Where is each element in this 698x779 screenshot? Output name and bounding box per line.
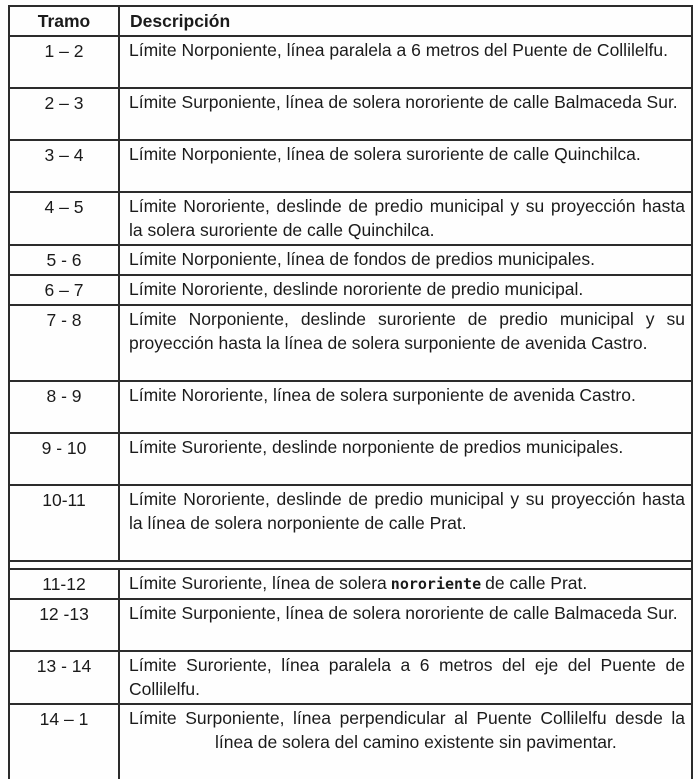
description-cell: Límite Norponiente, línea paralela a 6 metros del Puente de Collilelfu. bbox=[119, 36, 692, 88]
description-text: Límite Suroriente, línea de solera bbox=[129, 573, 387, 593]
tramo-cell: 14 – 1 bbox=[9, 704, 119, 779]
descripcion-column-header: Descripción bbox=[119, 6, 692, 36]
description-cell: Límite Suroriente, línea paralela a 6 metros del eje del Puente de Collilelfu. bbox=[119, 651, 692, 704]
table-row bbox=[9, 245, 692, 275]
description-cell: Límite Norponiente, deslinde suroriente de predio municipal y su proyección hasta la línea de solera surponiente de avenida Castro. bbox=[119, 305, 692, 381]
tramo-cell: 7 - 8 bbox=[9, 305, 119, 381]
table-row bbox=[9, 433, 692, 485]
section-separator-band bbox=[9, 561, 692, 569]
tramo-cell: 9 - 10 bbox=[9, 433, 119, 485]
description-cell: Límite Nororiente, deslinde de predio municipal y su proyección hasta la solera suroriente de calle Quinchilca. bbox=[119, 192, 692, 245]
table-row bbox=[9, 275, 692, 305]
table-row bbox=[9, 305, 692, 381]
tramo-cell: 2 – 3 bbox=[9, 88, 119, 140]
description-cell: Límite Suroriente, deslinde norponiente de predios municipales. bbox=[119, 433, 692, 485]
description-cell: Límite Surponiente, línea de solera nororiente de calle Balmaceda Sur. bbox=[119, 599, 692, 651]
description-text: de calle Prat. bbox=[485, 573, 588, 593]
tramo-cell: 5 - 6 bbox=[9, 245, 119, 275]
description-text: Límite Surponiente, línea perpendicular al Puente Collilelfu desde la línea de solera del camino existente sin pavimentar. bbox=[129, 708, 685, 752]
tramo-cell: 11-12 bbox=[9, 569, 119, 599]
description-cell: Límite Nororiente, deslinde nororiente de predio municipal. bbox=[119, 275, 692, 305]
description-cell bbox=[119, 704, 692, 779]
table-row bbox=[9, 140, 692, 192]
tramo-cell: 10-11 bbox=[9, 485, 119, 561]
table-row bbox=[9, 599, 692, 651]
description-cell: Límite Surponiente, línea de solera nororiente de calle Balmaceda Sur. bbox=[119, 88, 692, 140]
table-header-row bbox=[9, 6, 692, 36]
tramo-cell: 8 - 9 bbox=[9, 381, 119, 433]
table-row bbox=[9, 485, 692, 561]
description-text-monospace: nororiente bbox=[390, 575, 482, 593]
description-cell: Límite Norponiente, línea de fondos de predios municipales. bbox=[119, 245, 692, 275]
description-cell: Límite Nororiente, deslinde de predio municipal y su proyección hasta la línea de solera norponiente de calle Prat. bbox=[119, 485, 692, 561]
table-row bbox=[9, 381, 692, 433]
tramo-column-header: Tramo bbox=[9, 6, 119, 36]
tramo-cell: 13 - 14 bbox=[9, 651, 119, 704]
tramo-cell: 6 – 7 bbox=[9, 275, 119, 305]
description-cell: Límite Nororiente, línea de solera surponiente de avenida Castro. bbox=[119, 381, 692, 433]
section-separator bbox=[9, 561, 692, 569]
tramo-cell: 1 – 2 bbox=[9, 36, 119, 88]
tramo-cell: 3 – 4 bbox=[9, 140, 119, 192]
table-row bbox=[9, 569, 692, 599]
table-row bbox=[9, 651, 692, 704]
boundary-segments-table bbox=[8, 5, 693, 779]
description-cell bbox=[119, 569, 692, 599]
tramo-cell: 4 – 5 bbox=[9, 192, 119, 245]
table-row bbox=[9, 88, 692, 140]
tramo-cell: 12 -13 bbox=[9, 599, 119, 651]
description-cell: Límite Norponiente, línea de solera suroriente de calle Quinchilca. bbox=[119, 140, 692, 192]
table-row bbox=[9, 36, 692, 88]
table-row bbox=[9, 192, 692, 245]
table-row bbox=[9, 704, 692, 779]
